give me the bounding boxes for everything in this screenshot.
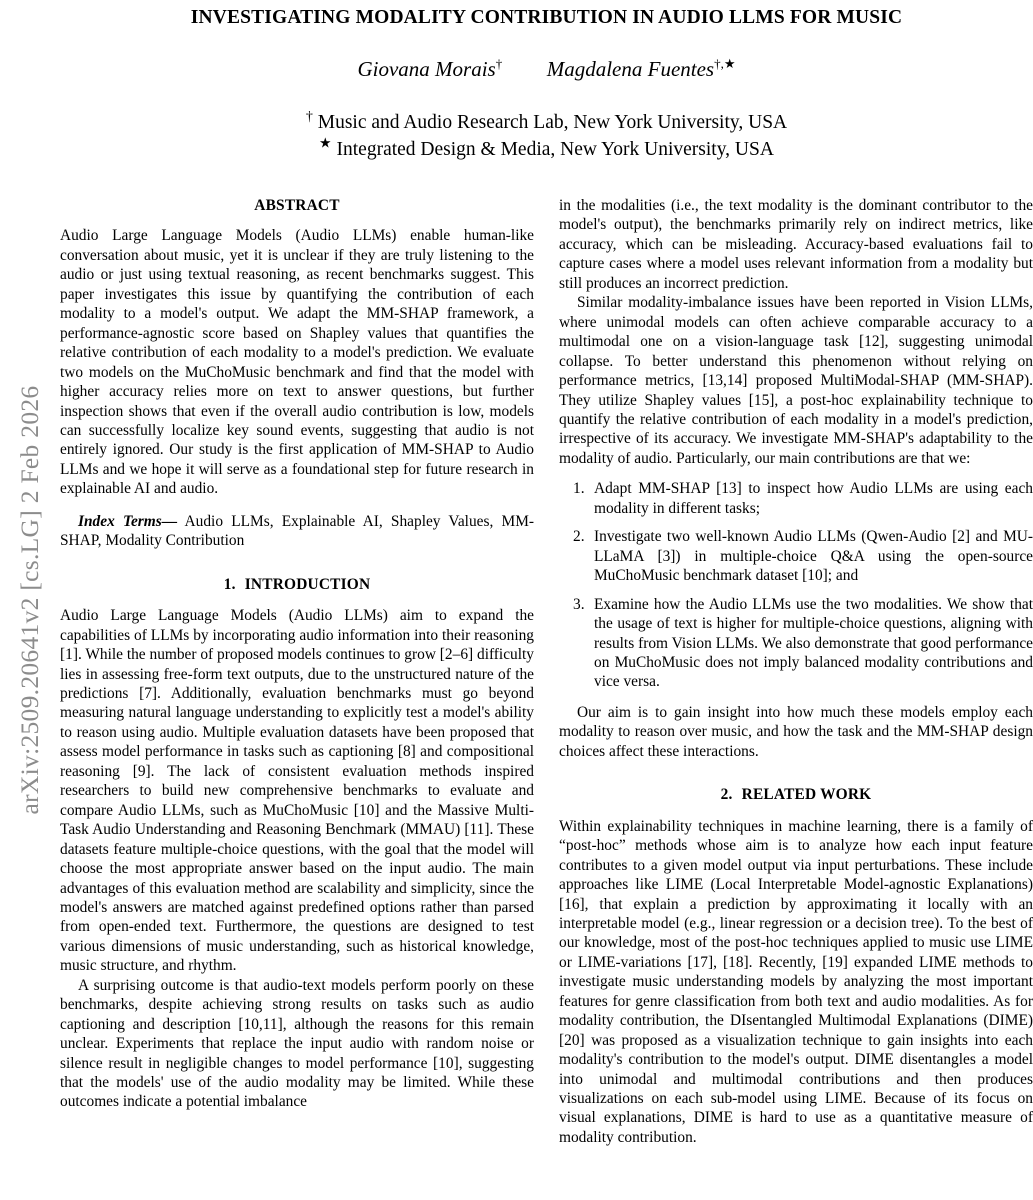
- left-column: [60, 196, 534, 1200]
- arxiv-stamp-text: arXiv:2509.20641v2 [cs.LG] 2 Feb 2026: [15, 385, 44, 815]
- affiliation-1: [60, 109, 1033, 137]
- section-number-2: 2.: [720, 786, 733, 804]
- related-work-paragraph-1: Within explainability techniques in machine learning, there is a family of “post-hoc” methods whose aim is to analyze how each input feature contributes to a given model output via input perturbations. These include approaches like LIME (Local Interpretable Model-agnostic Explanations) [16], that explain a prediction by approximating it locally with an interpretable model (e.g., linear regression or a decision tree). To the best of our knowledge, most of the post-hoc techniques applied to music use LIME or LIME-variations [17], [18]. Recently, [19] expanded LIME methods to investigate music understanding models by analyzing the most important features for genre classification from both text and audio modalities. As for modality contribution, the DIsentangled Multimodal Explanations (DIME) [20] was proposed as a visualization technique to gain insights into each modality's contribution to the model's output. DIME disentangles a model into unimodal and multimodal contributions and then produces visualizations on each sub-model using LIME. Because of its focus on visual explanations, DIME is hard to use as a quantitative measure of modality contribution.: [559, 817, 1033, 1146]
- contribution-item-2: Investigate two well-known Audio LLMs (Qwen-Audio [2] and MU-LLaMA [3]) in multiple-choice Q&A using the open-source MuChoMusic benchmark dataset [10]; and: [594, 528, 1033, 585]
- title-block: [60, 0, 1033, 164]
- author-1-name: Giovana Morais: [357, 57, 496, 82]
- affiliation-2-text: Integrated Design & Media, New York University, USA: [336, 139, 774, 161]
- author-2: [547, 57, 736, 81]
- section-title-2: RELATED WORK: [741, 786, 872, 804]
- author-2-name: Magdalena Fuentes: [546, 57, 715, 82]
- intro-continuation-paragraph-2: Similar modality-imbalance issues have been reported in Vision LLMs, where unimodal models can often achieve comparable accuracy to a multimodal one on a vision-language task [12], suggesting unimodal collapse. To better understand this phenomenon without relying on performance metrics, [13,14] proposed MultiModal-SHAP (MM-SHAP). They utilize Shapley values [15], a post-hoc explainability technique to quantify the relative contribution of each modality in a model's prediction, irrespective of its accuracy. We investigate MM-SHAP's adaptability to the modality of audio. Particularly, our main contributions are that we:: [559, 294, 1033, 467]
- section-heading-introduction: [60, 575, 534, 594]
- index-terms-value: Audio LLMs, Explainable AI, Shapley Values, MM-SHAP, Modality Contribution: [60, 512, 535, 550]
- abstract-heading: ABSTRACT: [254, 197, 340, 214]
- intro-continuation-paragraph-1: in the modalities (i.e., the text modality is the dominant contributor to the model's output), the benchmarks primarily rely on indirect metrics, like accuracy, which can be misleading. Accuracy-based evaluations fail to capture cases where a model uses relevant information from a modality but still produces an incorrect prediction.: [559, 197, 1033, 292]
- section-title-1: INTRODUCTION: [244, 575, 371, 593]
- right-column: [559, 196, 1033, 1200]
- section-heading-related-work: [559, 785, 1033, 804]
- section-number-1: 1.: [223, 575, 236, 593]
- index-terms: [60, 512, 534, 551]
- author-2-affiliation-mark: †,★: [714, 56, 736, 72]
- affiliation-2: [60, 136, 1033, 164]
- index-terms-label: Index Terms—: [78, 512, 178, 530]
- affiliation-1-mark: †: [305, 108, 313, 125]
- contributions-list: [559, 479, 1033, 692]
- affiliation-list: [60, 83, 1033, 164]
- intro-paragraph-2: A surprising outcome is that audio-text models perform poorly on these benchmarks, despite achieving strong results on tasks such as audio captioning and description [10,11], although the reasons for this remain unclear. Experiments that replace the input audio with random noise or silence result in negligible changes to model performance [10], suggesting that the models' use of the audio modality may be limited. While these outcomes indicate a potential imbalance: [60, 976, 534, 1111]
- contribution-item-3: Examine how the Audio LLMs use the two modalities. We show that the usage of text is higher for multiple-choice questions, aligning with results from Vision LLMs. We also demonstrate that good performance on MuChoMusic does not imply balanced modality contributions and vice versa.: [594, 595, 1033, 691]
- affiliation-1-text: Music and Audio Research Lab, New York University, USA: [317, 111, 788, 133]
- affiliation-2-mark: ★: [319, 135, 332, 152]
- arxiv-stamp: [0, 0, 60, 1200]
- author-list: [60, 29, 1033, 82]
- aim-paragraph: Our aim is to gain insight into how much these models employ each modality to reason over music, and how the task and the MM-SHAP design choices affect these interactions.: [559, 703, 1033, 760]
- author-1: [357, 57, 502, 81]
- abstract-paragraph: Audio Large Language Models (Audio LLMs) enable human-like conversation about music, yet it is unclear if they are truly listening to the audio or just using textual reasoning, as recent benchmarks suggest. This paper investigates this issue by quantifying the contribution of each modality to a model's output. We adapt the MM-SHAP framework, a performance-agnostic score based on Shapley values that quantifies the relative contribution of each modality to a model's prediction. We evaluate two models on the MuChoMusic benchmark and find that the model with higher accuracy relies more on text to answer questions, but further inspection shows that even if the overall audio contribution is low, models can successfully localize key sound events, suggesting that audio is not entirely ignored. Our study is the first application of MM-SHAP to Audio LLMs and we hope it will serve as a foundational step for future research in explainable AI and audio.: [60, 227, 534, 498]
- intro-paragraph-1: Audio Large Language Models (Audio LLMs) aim to expand the capabilities of LLMs by incorporating audio information into their reasoning [1]. While the number of proposed models continues to grow [2–6] difficulty lies in assessing free-form text outputs, due to the unstructured nature of the predictions [7]. Additionally, evaluation benchmarks must go beyond measuring natural language understanding to explicitly test a model's ability to reason using audio. Multiple evaluation datasets have been proposed that assess model performance in tasks such as captioning [8] and compositional reasoning [9]. The lack of consistent evaluation methods inspired researchers to build new comprehensive benchmarks to evaluate and compare Audio LLMs, such as MuChoMusic [10] and the Massive Multi-Task Audio Understanding and Reasoning Benchmark (MMAU) [11]. These datasets feature multiple-choice questions, with the goal that the model will choose the most appropriate answer based on the input audio. The main advantages of this evaluation method are scalability and simplicity, since the model's answers are matched against predefined options rather than parsed from open-ended text. Furthermore, the questions are designed to test various dimensions of music understanding, such as historical knowledge, music structure, and rhythm.: [60, 607, 534, 975]
- contribution-item-1: Adapt MM-SHAP [13] to inspect how Audio LLMs are using each modality in different tasks;: [594, 480, 1033, 517]
- body-columns: [60, 196, 1033, 1200]
- author-1-affiliation-mark: †: [495, 56, 503, 72]
- page-title: INVESTIGATING MODALITY CONTRIBUTION IN AUDIO LLMS FOR MUSIC: [190, 7, 903, 28]
